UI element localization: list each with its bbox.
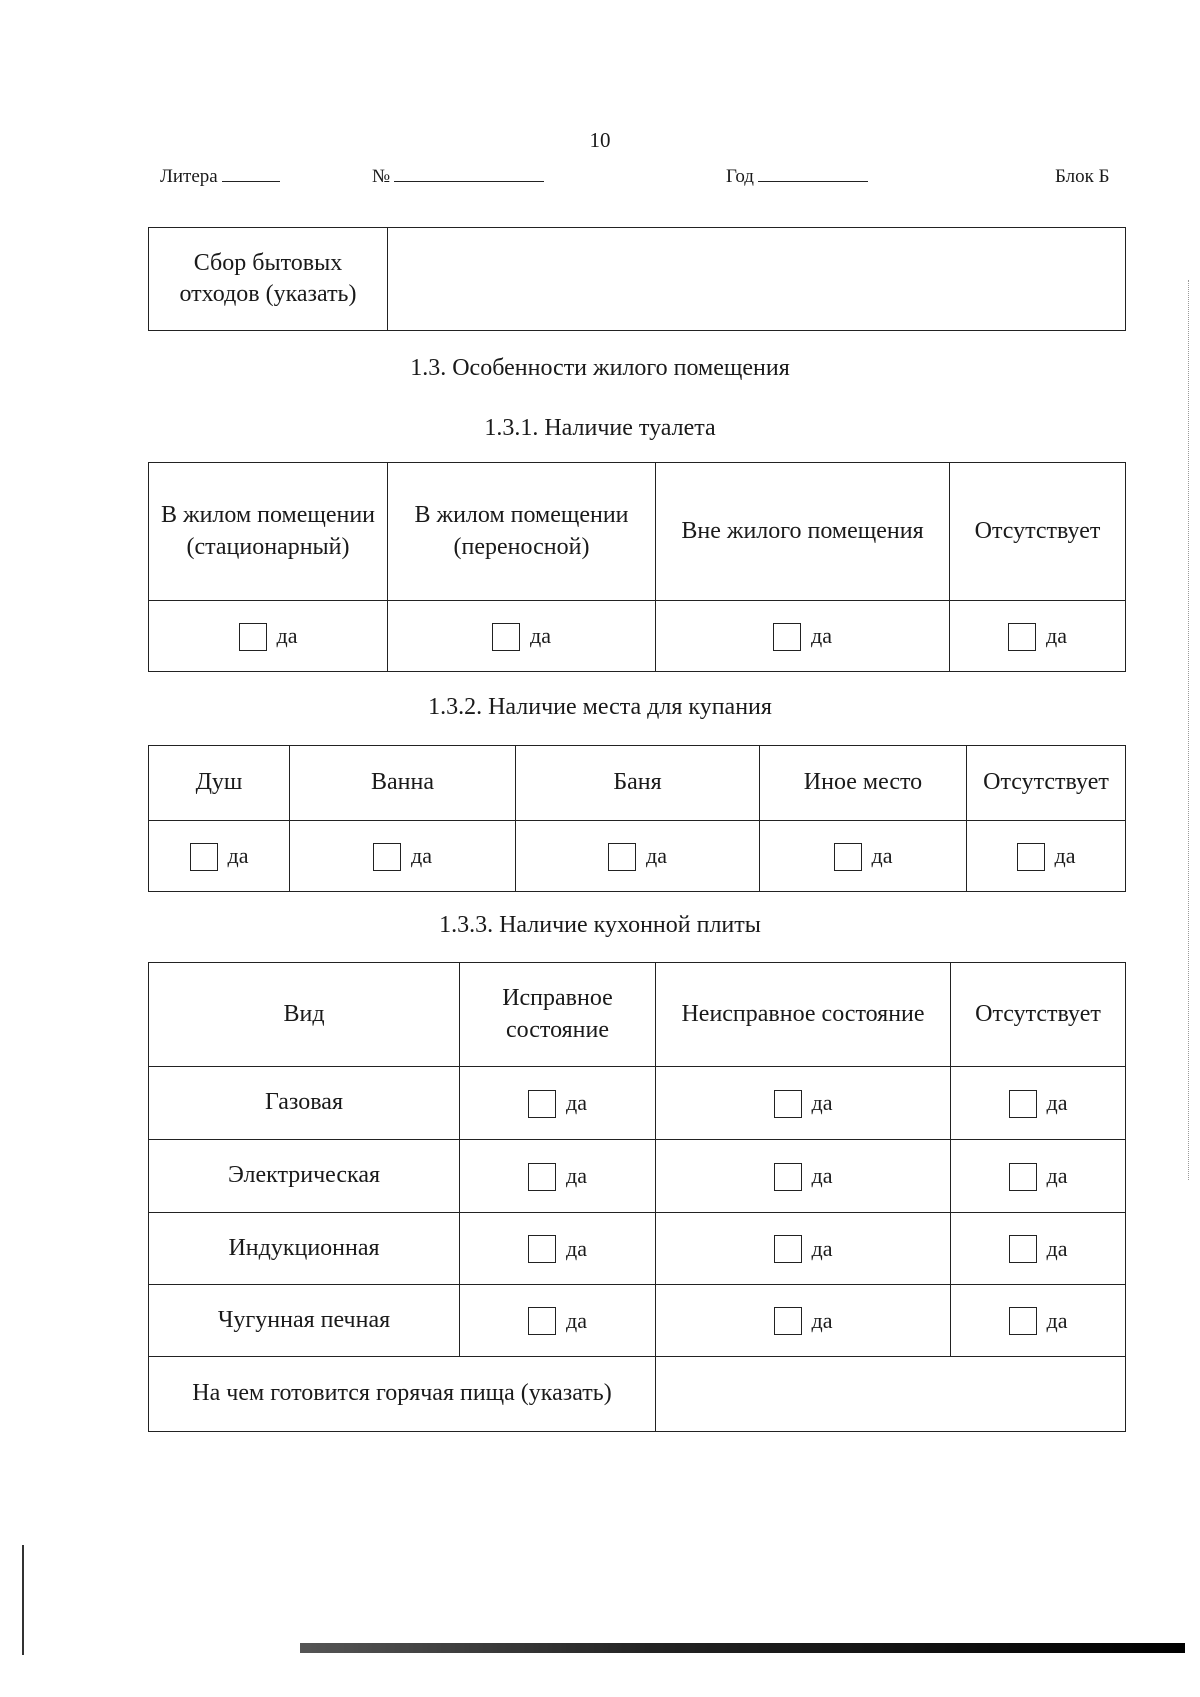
checkbox[interactable] [1009, 1163, 1037, 1191]
waste-table [148, 227, 1126, 331]
scan-edge-mark [1188, 280, 1190, 1180]
year-blank[interactable] [758, 180, 868, 182]
stove-option [951, 1213, 1126, 1285]
checkbox[interactable] [774, 1235, 802, 1263]
litera-label: Литера [160, 166, 218, 187]
checkbox[interactable] [492, 623, 520, 651]
checkbox[interactable] [239, 623, 267, 651]
checkbox[interactable] [774, 1163, 802, 1191]
year-field [726, 166, 868, 188]
bathing-option-absent [967, 821, 1126, 892]
hot-food-value[interactable] [656, 1357, 1126, 1432]
checkbox[interactable] [774, 1090, 802, 1118]
toilet-option-absent [950, 601, 1126, 672]
waste-label: Сбор бытовых отходов (указать) [149, 228, 388, 331]
toilet-header-absent: Отсутствует [950, 463, 1126, 601]
stove-header-type: Вид [149, 963, 460, 1067]
option-label: да [811, 623, 832, 649]
checkbox[interactable] [528, 1307, 556, 1335]
bathing-header-banya: Баня [516, 746, 760, 821]
checkbox[interactable] [774, 1307, 802, 1335]
section-title-bathing: 1.3.2. Наличие места для купания [428, 694, 772, 720]
stove-header-working: Исправное состояние [460, 963, 656, 1067]
scan-edge-mark [22, 1545, 24, 1655]
option-label: да [411, 843, 432, 869]
option-label: да [646, 843, 667, 869]
page-number: 10 [589, 128, 611, 152]
bathing-table [148, 745, 1126, 892]
option-label: да [566, 1163, 587, 1189]
option-label: да [227, 843, 249, 869]
stove-option [460, 1067, 656, 1140]
checkbox[interactable] [1017, 843, 1045, 871]
option-label: да [871, 843, 893, 869]
checkbox[interactable] [773, 623, 801, 651]
stove-option [656, 1067, 951, 1140]
checkbox[interactable] [1009, 1235, 1037, 1263]
toilet-table [148, 462, 1126, 672]
bathing-header-shower: Душ [149, 746, 290, 821]
bathing-option-banya [516, 821, 760, 892]
section-title-stove: 1.3.3. Наличие кухонной плиты [439, 912, 761, 938]
option-label: да [1046, 1308, 1068, 1334]
section-title-toilet: 1.3.1. Наличие туалета [484, 415, 716, 441]
option-label: да [530, 623, 551, 649]
bathing-option-bath [290, 821, 516, 892]
checkbox[interactable] [190, 843, 218, 871]
number-field [372, 166, 544, 188]
option-label: да [566, 1308, 587, 1334]
checkbox[interactable] [528, 1163, 556, 1191]
stove-option [951, 1067, 1126, 1140]
hot-food-label: На чем готовится горячая пища (указать) [149, 1357, 656, 1432]
option-label: да [811, 1090, 833, 1116]
toilet-header-stationary: В жилом помещении (стационарный) [149, 463, 388, 601]
litera-blank[interactable] [222, 180, 280, 182]
stove-option [460, 1213, 656, 1285]
option-label: да [811, 1308, 833, 1334]
stove-option [460, 1140, 656, 1213]
scan-bottom-rule [300, 1643, 1185, 1653]
stove-header-broken: Неисправное состояние [656, 963, 951, 1067]
stove-row-gas: Газовая [149, 1067, 460, 1140]
stove-row-induction: Индукционная [149, 1213, 460, 1285]
toilet-option-portable [388, 601, 656, 672]
stove-header-absent: Отсутствует [951, 963, 1126, 1067]
number-label: № [372, 166, 391, 187]
toilet-option-outside [656, 601, 950, 672]
bathing-header-absent: Отсутствует [967, 746, 1126, 821]
option-label: да [811, 1163, 833, 1189]
year-label: Год [726, 166, 754, 187]
checkbox[interactable] [373, 843, 401, 871]
stove-table [148, 962, 1126, 1432]
stove-row-cast-iron: Чугунная печная [149, 1285, 460, 1357]
checkbox[interactable] [1009, 1307, 1037, 1335]
number-blank[interactable] [394, 180, 544, 182]
stove-option [951, 1140, 1126, 1213]
checkbox[interactable] [834, 843, 862, 871]
stove-option [656, 1285, 951, 1357]
litera-field [160, 166, 280, 188]
stove-row-electric: Электрическая [149, 1140, 460, 1213]
stove-option [951, 1285, 1126, 1357]
option-label: да [566, 1236, 587, 1262]
option-label: да [1046, 1236, 1068, 1262]
bathing-option-other [760, 821, 967, 892]
option-label: да [811, 1236, 833, 1262]
option-label: да [1046, 623, 1067, 649]
stove-option [460, 1285, 656, 1357]
toilet-header-portable: В жилом помещении (переносной) [388, 463, 656, 601]
toilet-option-stationary [149, 601, 388, 672]
bathing-option-shower [149, 821, 290, 892]
option-label: да [276, 623, 298, 649]
stove-option [656, 1140, 951, 1213]
block-label: Блок Б [1055, 166, 1110, 187]
checkbox[interactable] [1009, 1090, 1037, 1118]
option-label: да [566, 1090, 587, 1116]
bathing-header-other: Иное место [760, 746, 967, 821]
toilet-header-outside: Вне жилого помещения [656, 463, 950, 601]
option-label: да [1046, 1090, 1068, 1116]
checkbox[interactable] [1008, 623, 1036, 651]
section-title-1-3: 1.3. Особенности жилого помещения [410, 355, 790, 381]
bathing-header-bath: Ванна [290, 746, 516, 821]
checkbox[interactable] [528, 1235, 556, 1263]
waste-value[interactable] [388, 228, 1126, 331]
checkbox[interactable] [608, 843, 636, 871]
checkbox[interactable] [528, 1090, 556, 1118]
stove-option [656, 1213, 951, 1285]
option-label: да [1046, 1163, 1068, 1189]
option-label: да [1054, 843, 1076, 869]
